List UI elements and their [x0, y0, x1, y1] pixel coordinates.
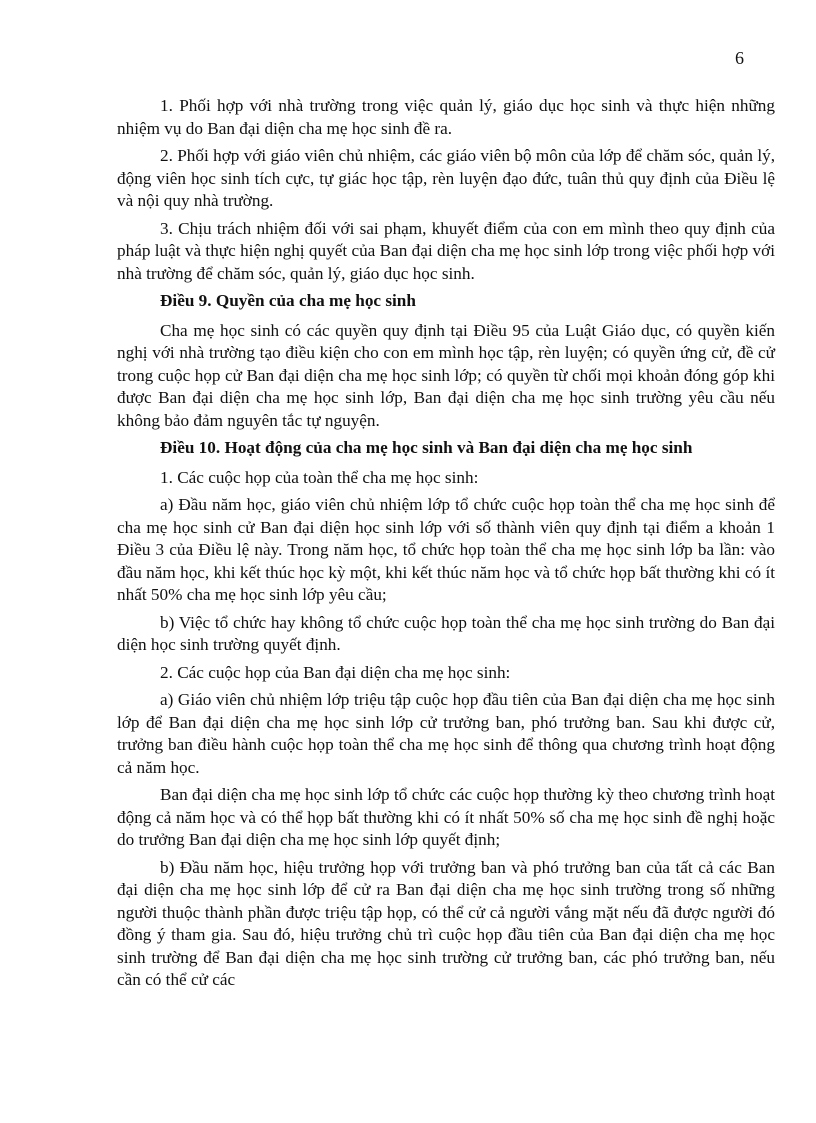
paragraph-3: 3. Chịu trách nhiệm đối với sai phạm, khuyết điểm của con em mình theo quy định của pháp luật và thực hiện nghị quyết của Ban đại diện cha mẹ học sinh lớp trong việc phối hợp với nhà trường để chăm sóc, quản lý, giáo dục học sinh. [117, 218, 775, 283]
paragraph-2: 2. Phối hợp với giáo viên chủ nhiệm, các giáo viên bộ môn của lớp để chăm sóc, quản lý, động viên học sinh tích cực, tự giác học tập, rèn luyện đạo đức, tuân thủ quy định của Điều lệ và nội quy nhà trường. [117, 146, 775, 210]
paragraph-10-2a-cont: Ban đại diện cha mẹ học sinh lớp tổ chức các cuộc họp thường kỳ theo chương trình hoạt động cả năm học và có thể họp bất thường khi có ít nhất 50% số cha mẹ học sinh đề nghị hoặc do trưởng Ban đại diện cha mẹ học sinh lớp quyết định; [117, 785, 775, 849]
paragraph-10-1: 1. Các cuộc họp của toàn thể cha mẹ học sinh: [160, 467, 479, 487]
paragraph-10-1a: a) Đầu năm học, giáo viên chủ nhiệm lớp tổ chức cuộc họp toàn thể cha mẹ học sinh để cha mẹ học sinh cử Ban đại diện học sinh lớp với số thành viên quy định tại điểm a khoản 1 Điều 3 của Điều lệ này. Trong năm học, tổ chức họp toàn thể cha mẹ học sinh lớp ba lần: vào đầu năm học, khi kết thúc học kỳ một, khi kết thúc năm học và tổ chức họp bất thường khi có ít nhất 50% cha mẹ học sinh lớp yêu cầu; [117, 495, 775, 604]
paragraph-10-1b: b) Việc tổ chức hay không tổ chức cuộc họp toàn thể cha mẹ học sinh trường do Ban đại diện học sinh trường quyết định. [117, 612, 775, 654]
article-10-heading: Điều 10. Hoạt động của cha mẹ học sinh và Ban đại diện cha mẹ học sinh [160, 438, 693, 457]
page-number: 6 [735, 48, 744, 68]
paragraph-1: 1. Phối hợp với nhà trường trong việc quản lý, giáo dục học sinh và thực hiện những nhiệm vụ do Ban đại diện cha mẹ học sinh đề ra. [117, 96, 775, 138]
paragraph-10-2: 2. Các cuộc họp của Ban đại diện cha mẹ học sinh: [160, 662, 511, 682]
paragraph-10-2b: b) Đầu năm học, hiệu trưởng họp với trưởng ban và phó trưởng ban của tất cả các Ban đại diện cha mẹ học sinh lớp để cử ra Ban đại diện cha mẹ học sinh trường trong số những người thuộc thành phần được triệu tập họp, có thể cử cả người vắng mặt nếu đã được người đó đồng ý tham gia. Sau đó, hiệu trưởng chủ trì cuộc họp đầu tiên của Ban đại diện cha mẹ học sinh trường để Ban đại diện cha mẹ học sinh trường cử trưởng ban, các phó trưởng ban, nếu cần có thể cử các [117, 857, 775, 989]
article-9-heading: Điều 9. Quyền của cha mẹ học sinh [160, 291, 416, 310]
document-body [117, 95, 775, 997]
paragraph-article-9: Cha mẹ học sinh có các quyền quy định tại Điều 95 của Luật Giáo dục, có quyền kiến nghị với nhà trường tạo điều kiện cho con em mình học tập, rèn luyện; có quyền ứng cử, đề cử trong cuộc họp cử Ban đại diện cha mẹ học sinh lớp; có quyền từ chối mọi khoản đóng góp khi được Ban đại diện cha mẹ học sinh lớp, Ban đại diện cha mẹ học sinh trường yêu cầu nếu không bảo đảm nguyên tắc tự nguyện. [117, 320, 775, 430]
paragraph-10-2a: a) Giáo viên chủ nhiệm lớp triệu tập cuộc họp đầu tiên của Ban đại diện cha mẹ học sinh lớp để Ban đại diện cha mẹ học sinh lớp cử trưởng ban, phó trưởng ban. Sau khi được cử, trưởng ban điều hành cuộc họp toàn thể cha mẹ học sinh để thông qua chương trình hoạt động cả năm học. [117, 690, 775, 777]
